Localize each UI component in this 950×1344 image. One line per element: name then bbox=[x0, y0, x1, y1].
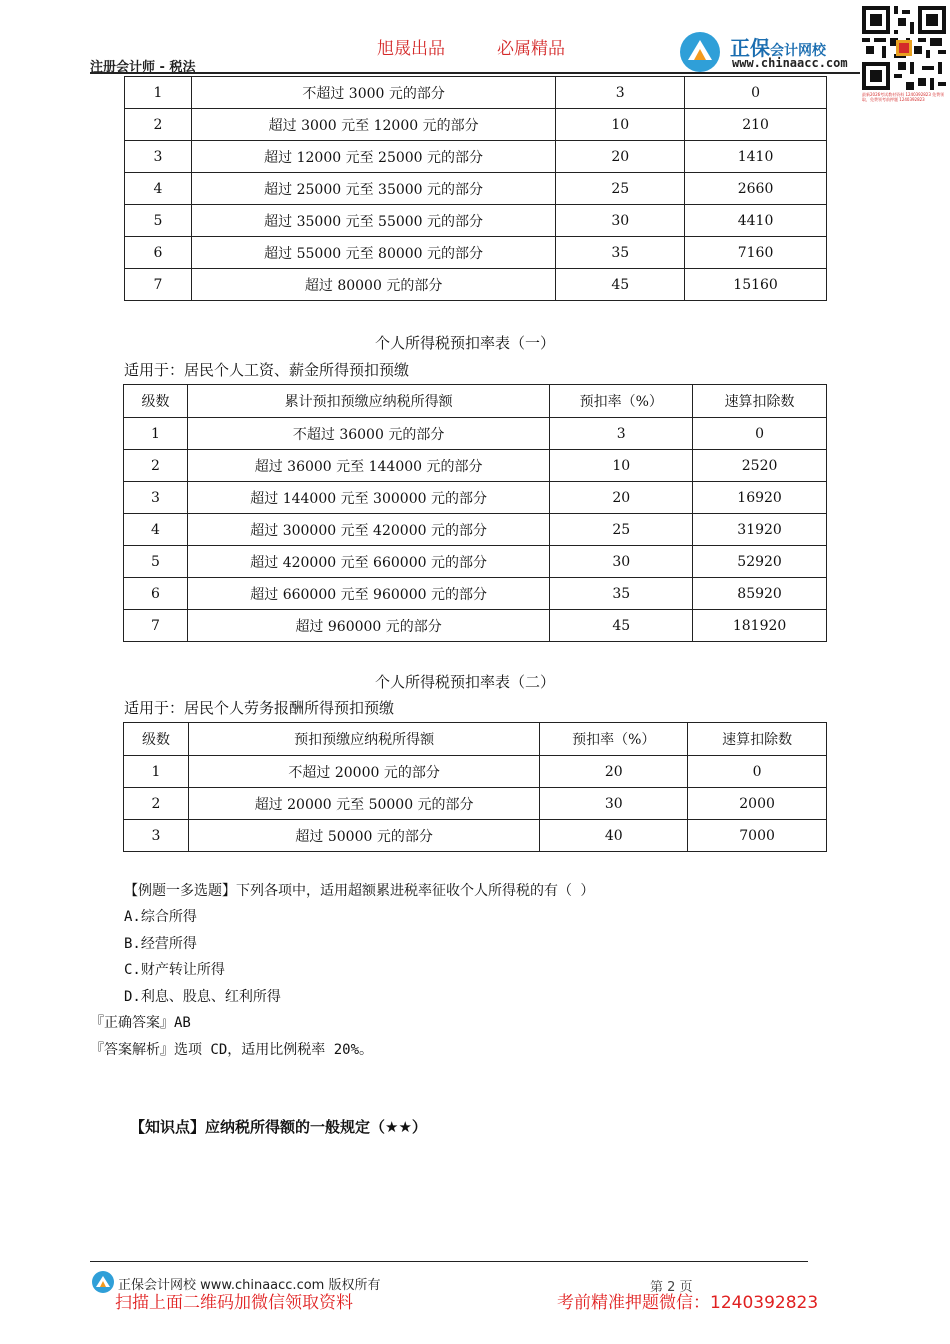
table-cell: 4 bbox=[124, 514, 188, 546]
table-cell: 超过 50000 元的部分 bbox=[188, 820, 539, 852]
table-cell: 超过 3000 元至 12000 元的部分 bbox=[191, 109, 555, 141]
table-cell: 超过 80000 元的部分 bbox=[191, 269, 555, 301]
table-cell: 7 bbox=[125, 269, 192, 301]
table-cell: 20 bbox=[556, 141, 685, 173]
table-cell: 85920 bbox=[693, 578, 827, 610]
table-cell: 3 bbox=[124, 482, 188, 514]
table-cell: 2000 bbox=[688, 788, 827, 820]
chinaacc-logo-icon bbox=[678, 30, 726, 74]
table-cell: 25 bbox=[556, 173, 685, 205]
table-cell: 3 bbox=[125, 141, 192, 173]
table-cell: 超过 300000 元至 420000 元的部分 bbox=[187, 514, 549, 546]
logo-url: www.chinaacc.com bbox=[732, 56, 848, 70]
table-cell: 不超过 20000 元的部分 bbox=[188, 756, 539, 788]
table-row bbox=[124, 820, 827, 852]
table-cell: 15160 bbox=[685, 269, 827, 301]
table-cell: 5 bbox=[124, 546, 188, 578]
table-cell: 10 bbox=[550, 450, 693, 482]
table-cell: 30 bbox=[540, 788, 688, 820]
table-cell: 20 bbox=[540, 756, 688, 788]
question-option-d: D.利息、股息、红利所得 bbox=[124, 989, 281, 1005]
table-cell: 35 bbox=[550, 578, 693, 610]
table-row bbox=[125, 269, 827, 301]
table-cell: 0 bbox=[688, 756, 827, 788]
withholding-rate-table-2 bbox=[123, 722, 827, 852]
table-row bbox=[124, 450, 827, 482]
table1-caption: 个人所得税预扣率表（一） bbox=[375, 334, 556, 352]
table-cell: 7160 bbox=[685, 237, 827, 269]
column-header: 级数 bbox=[124, 385, 188, 418]
table-cell: 6 bbox=[124, 578, 188, 610]
table-cell: 25 bbox=[550, 514, 693, 546]
column-header: 速算扣除数 bbox=[693, 385, 827, 418]
table-cell: 35 bbox=[556, 237, 685, 269]
table2-caption: 个人所得税预扣率表（二） bbox=[375, 673, 556, 691]
table-row bbox=[124, 418, 827, 450]
answer-analysis: 『答案解析』选项 CD，适用比例税率 20%。 bbox=[90, 1042, 373, 1058]
table-cell: 16920 bbox=[693, 482, 827, 514]
table-cell: 超过 960000 元的部分 bbox=[187, 610, 549, 642]
table-cell: 1 bbox=[124, 418, 188, 450]
table-cell: 7 bbox=[124, 610, 188, 642]
table-row bbox=[125, 205, 827, 237]
table-cell: 不超过 36000 元的部分 bbox=[187, 418, 549, 450]
table-cell: 210 bbox=[685, 109, 827, 141]
knowledge-point-heading: 【知识点】应纳税所得额的一般规定（★★） bbox=[130, 1118, 427, 1136]
table-cell: 超过 35000 元至 55000 元的部分 bbox=[191, 205, 555, 237]
table-cell: 2 bbox=[124, 788, 189, 820]
question-option-b: B.经营所得 bbox=[124, 936, 197, 952]
table-cell: 3 bbox=[124, 820, 189, 852]
table-cell: 1410 bbox=[685, 141, 827, 173]
correct-answer: 『正确答案』AB bbox=[90, 1015, 191, 1031]
footer-divider bbox=[90, 1261, 808, 1262]
table-row bbox=[124, 514, 827, 546]
table-row bbox=[124, 788, 827, 820]
qr-code-icon bbox=[862, 6, 946, 90]
table-cell: 3 bbox=[550, 418, 693, 450]
table-cell: 0 bbox=[693, 418, 827, 450]
page-number: 第 2 页 bbox=[650, 1280, 693, 1295]
promo-left: 扫描上面二维码加微信领取资料 bbox=[115, 1293, 353, 1313]
table-cell: 2 bbox=[125, 109, 192, 141]
column-header: 速算扣除数 bbox=[688, 723, 827, 756]
table-row bbox=[125, 173, 827, 205]
table-cell: 31920 bbox=[693, 514, 827, 546]
table-cell: 40 bbox=[540, 820, 688, 852]
table-row bbox=[125, 237, 827, 269]
table-row bbox=[124, 546, 827, 578]
promo-right: 考前精准押题微信：1240392823 bbox=[557, 1293, 819, 1313]
column-header: 预扣率（%） bbox=[540, 723, 688, 756]
question-option-a: A.综合所得 bbox=[124, 909, 197, 925]
table-cell: 2 bbox=[124, 450, 188, 482]
table-cell: 30 bbox=[556, 205, 685, 237]
table-cell: 超过 144000 元至 300000 元的部分 bbox=[187, 482, 549, 514]
subject-title: 注册会计师 - 税法 bbox=[90, 60, 196, 75]
header-divider bbox=[90, 72, 860, 74]
table-cell: 4410 bbox=[685, 205, 827, 237]
footer-copyright: 正保会计网校 www.chinaacc.com 版权所有 bbox=[118, 1278, 381, 1293]
table-cell: 30 bbox=[550, 546, 693, 578]
table-cell: 超过 25000 元至 35000 元的部分 bbox=[191, 173, 555, 205]
question-option-c: C.财产转让所得 bbox=[124, 962, 225, 978]
table-cell: 4 bbox=[125, 173, 192, 205]
slogan-right: 必属精品 bbox=[497, 39, 565, 59]
logo-name: 会计网校 bbox=[770, 43, 826, 59]
tax-rate-table-continued bbox=[124, 76, 827, 301]
table-row bbox=[124, 610, 827, 642]
table-cell: 超过 420000 元至 660000 元的部分 bbox=[187, 546, 549, 578]
column-header: 预扣预缴应纳税所得额 bbox=[188, 723, 539, 756]
table-cell: 52920 bbox=[693, 546, 827, 578]
column-header: 累计预扣预缴应纳税所得额 bbox=[187, 385, 549, 418]
withholding-rate-table-1 bbox=[123, 384, 827, 642]
table-cell: 6 bbox=[125, 237, 192, 269]
qr-caption: 最新2026考试教材资料 1240392823 免费领取，免费领考前押题 1240392823 bbox=[862, 92, 945, 102]
table-cell: 3 bbox=[556, 77, 685, 109]
table-row bbox=[125, 77, 827, 109]
table-cell: 超过 20000 元至 50000 元的部分 bbox=[188, 788, 539, 820]
table-row bbox=[124, 756, 827, 788]
table-cell: 0 bbox=[685, 77, 827, 109]
table-cell: 超过 12000 元至 25000 元的部分 bbox=[191, 141, 555, 173]
slogan-left: 旭晟出品 bbox=[377, 39, 445, 59]
table-cell: 20 bbox=[550, 482, 693, 514]
footer-logo-icon bbox=[91, 1270, 115, 1294]
table-cell: 45 bbox=[556, 269, 685, 301]
table-cell: 超过 660000 元至 960000 元的部分 bbox=[187, 578, 549, 610]
column-header: 预扣率（%） bbox=[550, 385, 693, 418]
table-row bbox=[124, 482, 827, 514]
table-cell: 超过 55000 元至 80000 元的部分 bbox=[191, 237, 555, 269]
question-stem: 【例题一多选题】下列各项中，适用超额累进税率征收个人所得税的有（ ） bbox=[124, 883, 595, 899]
table-cell: 5 bbox=[125, 205, 192, 237]
table-cell: 2520 bbox=[693, 450, 827, 482]
table-cell: 7000 bbox=[688, 820, 827, 852]
table2-scope: 适用于：居民个人劳务报酬所得预扣预缴 bbox=[124, 699, 395, 717]
table-cell: 不超过 3000 元的部分 bbox=[191, 77, 555, 109]
table-row bbox=[125, 141, 827, 173]
table-cell: 181920 bbox=[693, 610, 827, 642]
table-cell: 1 bbox=[125, 77, 192, 109]
table-cell: 2660 bbox=[685, 173, 827, 205]
table-row bbox=[125, 109, 827, 141]
table-row bbox=[124, 578, 827, 610]
logo-brand: 正保 bbox=[730, 36, 770, 60]
table-cell: 1 bbox=[124, 756, 189, 788]
table-cell: 10 bbox=[556, 109, 685, 141]
table-cell: 超过 36000 元至 144000 元的部分 bbox=[187, 450, 549, 482]
table-cell: 45 bbox=[550, 610, 693, 642]
table1-scope: 适用于：居民个人工资、薪金所得预扣预缴 bbox=[124, 361, 410, 379]
column-header: 级数 bbox=[124, 723, 189, 756]
